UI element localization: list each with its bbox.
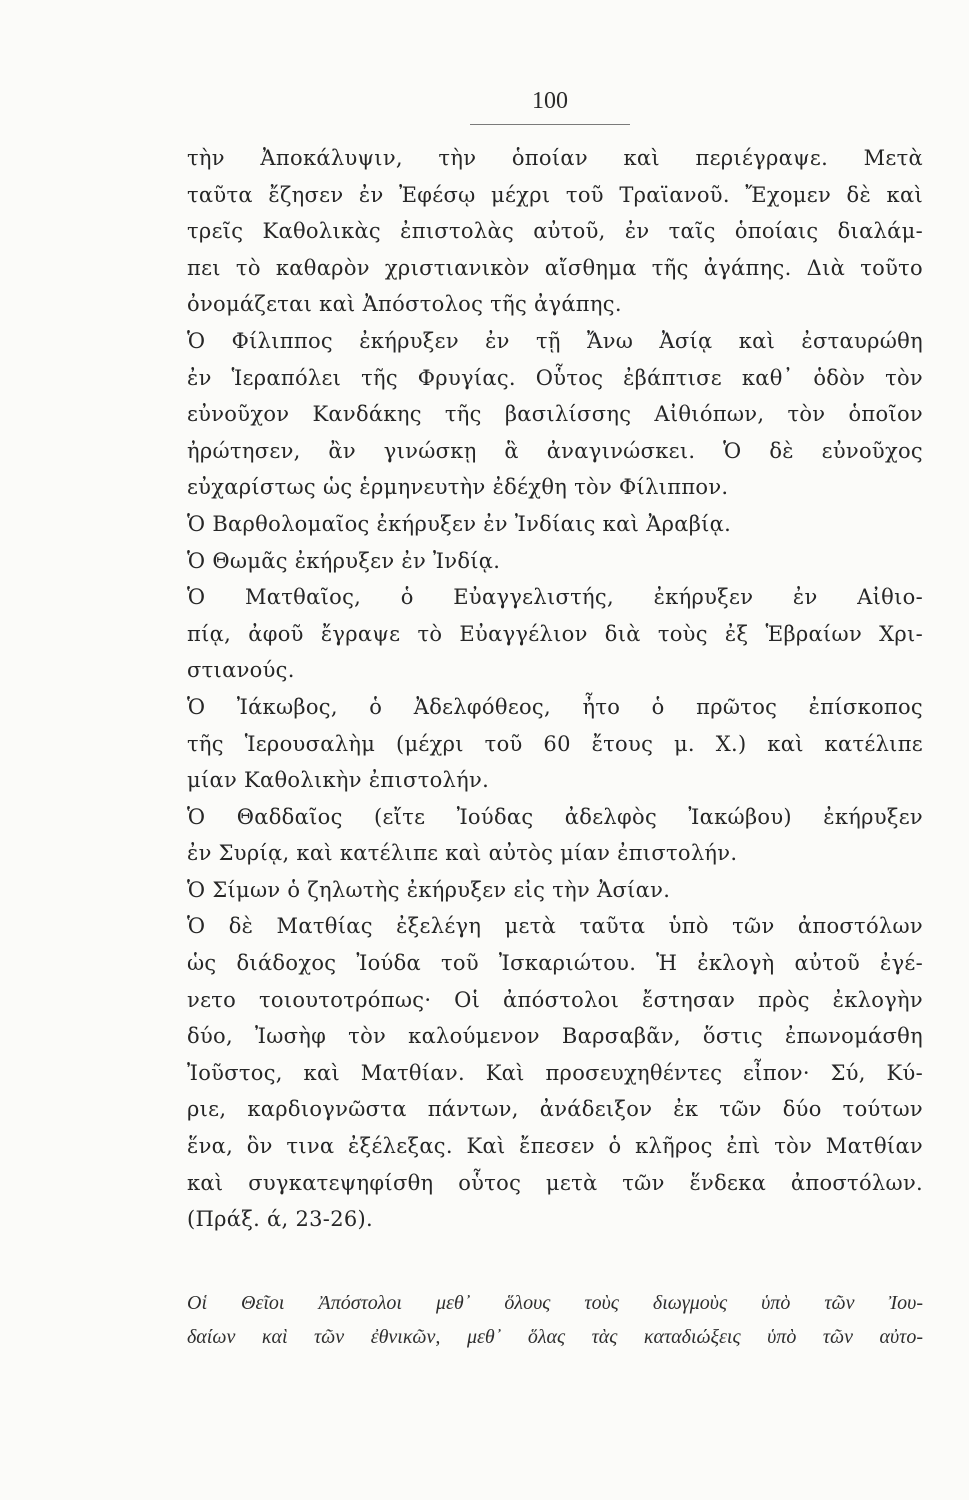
text-line: δύο, Ἰωσὴφ τὸν καλούμενον Βαρσαβᾶν, ὅστις ἐπωνομάσθη	[187, 1024, 923, 1049]
text-line: ὡς διάδοχος Ἰούδα τοῦ Ἰσκαριώτου. Ἡ ἐκλογὴ αὐτοῦ ἐγέ-	[187, 951, 923, 976]
italic-line: Οἱ Θεῖοι Ἀπόστολοι μεθ᾽ ὅλους τοὺς διωγμοὺς ὑπὸ τῶν Ἰου-	[187, 1292, 923, 1314]
text-line: ἠρώτησεν, ἂν γινώσκῃ ἃ ἀναγινώσκει. Ὁ δὲ εὐνοῦχος	[187, 438, 923, 463]
text-line: Ἰοῦστος, καὶ Ματθίαν. Καὶ προσευχηθέντες εἶπον· Σύ, Κύ-	[187, 1060, 923, 1085]
text-line: ἕνα, ὃν τινα ἐξέλεξας. Καὶ ἔπεσεν ὁ κλῆρος ἐπὶ τὸν Ματθίαν	[187, 1134, 923, 1159]
text-line: πει τὸ καθαρὸν χριστιανικὸν αἴσθημα τῆς ἀγάπης. Διὰ τοῦτο	[187, 255, 923, 280]
text-line: Ὁ Βαρθολομαῖος ἐκήρυξεν ἐν Ἰνδίαις καὶ Ἀραβίᾳ.	[187, 511, 732, 536]
text-line: ριε, καρδιογνῶστα πάντων, ἀνάδειξον ἐκ τῶν δύο τούτων	[187, 1097, 923, 1122]
body-text	[187, 140, 923, 1238]
page-number: 100	[532, 88, 568, 114]
italic-paragraph	[187, 1286, 923, 1354]
text-line: (Πράξ. ά, 23-26).	[187, 1207, 373, 1232]
text-line: τρεῖς Καθολικὰς ἐπιστολὰς αὐτοῦ, ἐν ταῖς ὁποίαις διαλάμ-	[187, 219, 923, 244]
text-line: Ὁ Θωμᾶς ἐκήρυξεν ἐν Ἰνδίᾳ.	[187, 548, 501, 573]
italic-line: δαίων καὶ τῶν ἐθνικῶν, μεθ᾽ ὅλας τὰς καταδιώξεις ὑπὸ τῶν αὐτο-	[187, 1326, 923, 1348]
text-line: Ὁ δὲ Ματθίας ἐξελέγη μετὰ ταῦτα ὑπὸ τῶν ἀποστόλων	[187, 914, 923, 939]
text-line: στιανούς.	[187, 658, 295, 683]
text-line: Ὁ Ματθαῖος, ὁ Εὐαγγελιστής, ἐκήρυξεν ἐν Αἰθιο-	[187, 585, 923, 610]
text-line: εὐνοῦχον Κανδάκης τῆς βασιλίσσης Αἰθιόπων, τὸν ὁποῖον	[187, 402, 923, 427]
text-line: ἐν Ἱεραπόλει τῆς Φρυγίας. Οὗτος ἐβάπτισε καθ᾽ ὁδὸν τὸν	[187, 365, 923, 390]
text-line: Ὁ Σίμων ὁ ζηλωτὴς ἐκήρυξεν εἰς τὴν Ἀσίαν.	[187, 877, 671, 902]
text-line: ὀνομάζεται καὶ Ἀπόστολος τῆς ἀγάπης.	[187, 292, 622, 317]
text-line: ταῦτα ἔζησεν ἐν Ἐφέσῳ μέχρι τοῦ Τραϊανοῦ. Ἔχομεν δὲ καὶ	[187, 182, 923, 207]
text-line: νετο τοιουτοτρόπως· Οἱ ἀπόστολοι ἔστησαν πρὸς ἐκλογὴν	[187, 987, 923, 1012]
text-line: τὴν Ἀποκάλυψιν, τὴν ὁποίαν καὶ περιέγραψε. Μετὰ	[187, 146, 923, 170]
text-line: εὐχαρίστως ὡς ἑρμηνευτὴν ἐδέχθη τὸν Φίλιππον.	[187, 475, 729, 500]
page-number-rule	[470, 124, 630, 125]
text-line: καὶ συγκατεψηφίσθη οὗτος μετὰ τῶν ἕνδεκα ἀποστόλων.	[187, 1170, 923, 1195]
text-line: Ὁ Φίλιππος ἐκήρυξεν ἐν τῇ Ἄνω Ἀσίᾳ καὶ ἐσταυρώθη	[187, 328, 923, 353]
text-line: Ὁ Θαδδαῖος (εἴτε Ἰούδας ἀδελφὸς Ἰακώβου) ἐκήρυξεν	[187, 804, 923, 829]
text-line: Ὁ Ἰάκωβος, ὁ Ἀδελφόθεος, ἦτο ὁ πρῶτος ἐπίσκοπος	[187, 694, 923, 719]
text-line: ἐν Συρίᾳ, καὶ κατέλιπε καὶ αὐτὸς μίαν ἐπιστολήν.	[187, 841, 738, 866]
text-line: πίᾳ, ἀφοῦ ἔγραψε τὸ Εὐαγγέλιον διὰ τοὺς ἐξ Ἑβραίων Χρι-	[187, 621, 923, 646]
text-line: τῆς Ἱερουσαλὴμ (μέχρι τοῦ 60 ἔτους μ. Χ.) καὶ κατέλιπε	[187, 731, 923, 756]
text-line: μίαν Καθολικὴν ἐπιστολήν.	[187, 768, 490, 793]
